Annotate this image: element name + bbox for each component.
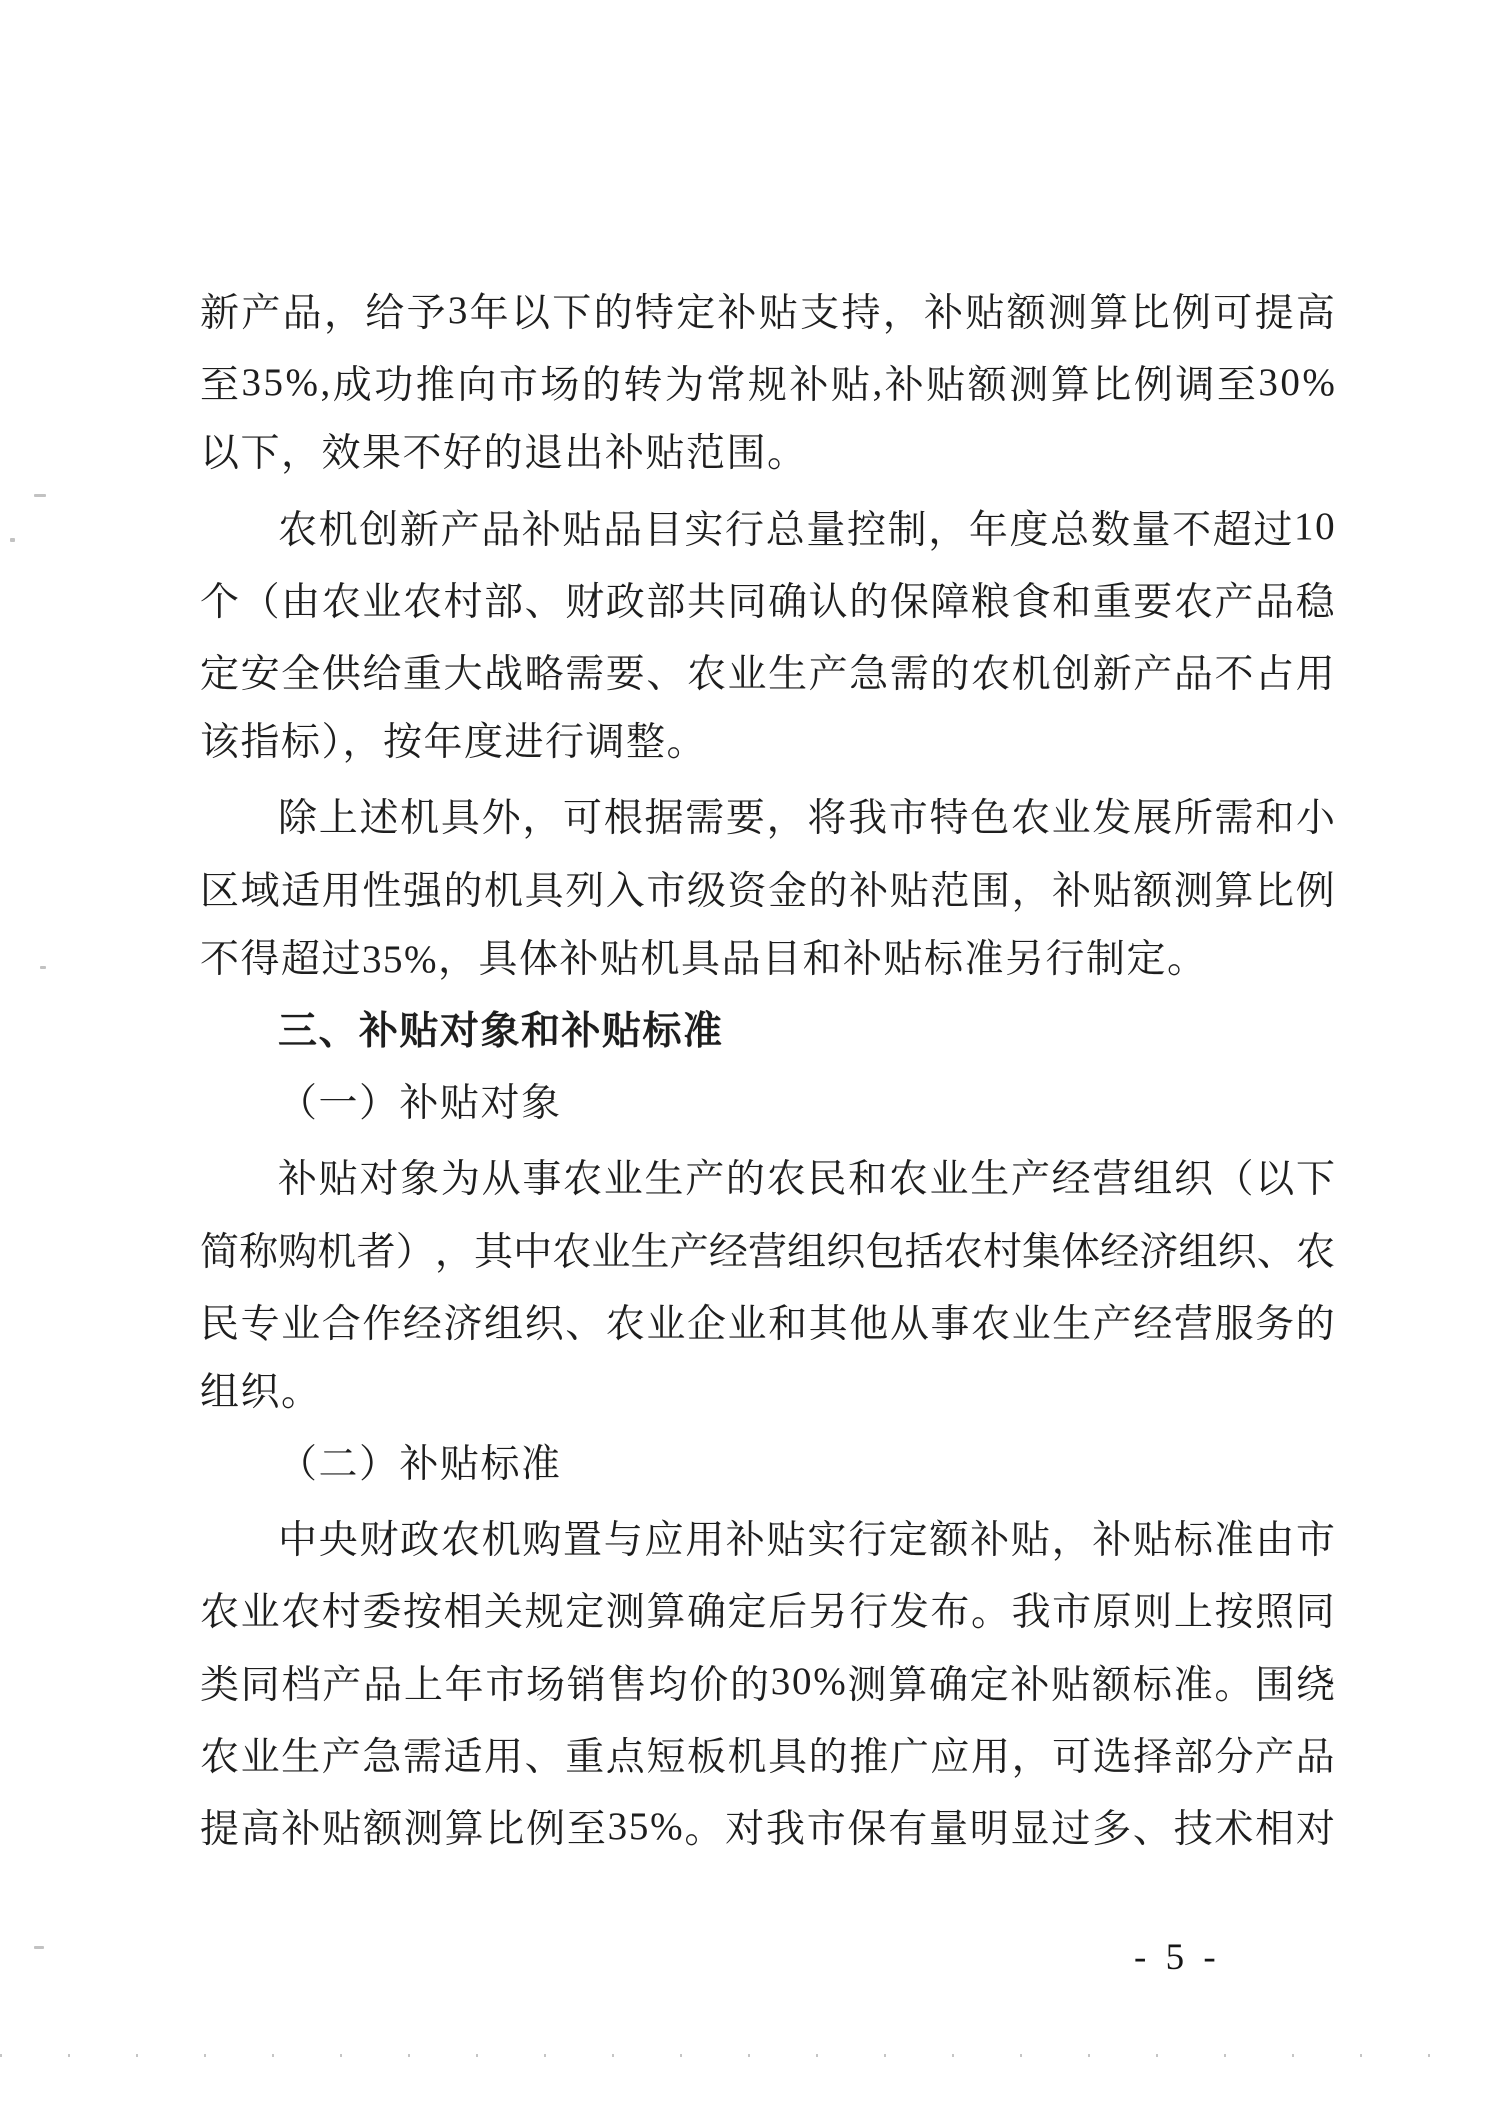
text-line: 农 业 生 产 急 需 适 用 、 重 点 短 板 机 具 的 推 广 应 用 ， 可 选 择 部 分 产 品 bbox=[200, 1735, 1335, 1779]
text-line: 中 央 财 政 农 机 购 置 与 应 用 补 贴 实 行 定 额 补 贴 ， 补 贴 标 准 由 市 bbox=[278, 1519, 1335, 1563]
scan-speck bbox=[10, 538, 15, 542]
text-line: （一）补贴对象 bbox=[278, 1082, 562, 1126]
text-line: 区 域 适 用 性 强 的 机 具 列 入 市 级 资 金 的 补 贴 范 围 ， 补 贴 额 测 算 比 例 bbox=[200, 869, 1335, 913]
text-line: （二）补贴标准 bbox=[278, 1443, 562, 1486]
document-body bbox=[200, 274, 1335, 1862]
scan-speck bbox=[34, 1946, 44, 1949]
text-line: 该指标），按年度进行调整。 bbox=[200, 721, 708, 765]
text-line: 新 产 品 ， 给 予 3 年 以 下 的 特 定 补 贴 支 持 ， 补 贴 额 测 算 比 例 可 提 高 bbox=[200, 288, 1335, 336]
text-line: 农 机 创 新 产 品 补 贴 品 目 实 行 总 量 控 制 ， 年 度 总 数 量 不 超 过 1 0 bbox=[278, 505, 1335, 552]
text-line: 提 高 补 贴 额 测 算 比 例 至 3 5 % 。 对 我 市 保 有 量 明 显 过 多 、 技 术 相 对 bbox=[200, 1804, 1335, 1852]
text-line: 至 3 5 % , 成 功 推 向 市 场 的 转 为 常 规 补 贴 , 补 贴 额 测 算 比 例 调 至 3 0 % bbox=[200, 360, 1335, 408]
text-line: 不得超过35%，具体补贴机具品目和补贴标准另行制定。 bbox=[200, 937, 1208, 981]
text-line: 个 （ 由 农 业 农 村 部 、 财 政 部 共 同 确 认 的 保 障 粮 食 和 重 要 农 产 品 稳 bbox=[200, 580, 1335, 624]
section-heading: 三、补贴对象和补贴标准 bbox=[278, 1009, 724, 1053]
scan-dotted-line bbox=[0, 2054, 1487, 2057]
text-line: 定 安 全 供 给 重 大 战 略 需 要 、 农 业 生 产 急 需 的 农 机 创 新 产 品 不 占 用 bbox=[200, 653, 1335, 697]
text-line: 类 同 档 产 品 上 年 市 场 销 售 均 价 的 3 0 % 测 算 确 定 补 贴 额 标 准 。 围 绕 bbox=[200, 1660, 1335, 1707]
scan-speck bbox=[40, 966, 46, 969]
text-line: 民 专 业 合 作 经 济 组 织 、 农 业 企 业 和 其 他 从 事 农 业 生 产 经 营 服 务 的 bbox=[200, 1302, 1335, 1346]
page-number: - 5 - bbox=[1134, 1937, 1221, 1978]
scan-speck bbox=[34, 494, 46, 497]
text-line: 农 业 农 村 委 按 相 关 规 定 测 算 确 定 后 另 行 发 布 。 我 市 原 则 上 按 照 同 bbox=[200, 1591, 1335, 1635]
text-line: 补 贴 对 象 为 从 事 农 业 生 产 的 农 民 和 农 业 生 产 经 营 组 织 （ 以 下 bbox=[278, 1158, 1335, 1202]
text-line: 以下，效果不好的退出补贴范围。 bbox=[200, 432, 808, 476]
text-line: 简 称 购 机 者 ） ， 其 中 农 业 生 产 经 营 组 织 包 括 农 村 集 体 经 济 组 织 、 农 bbox=[200, 1230, 1335, 1274]
text-line: 组织。 bbox=[200, 1370, 322, 1414]
text-line: 除 上 述 机 具 外 ， 可 根 据 需 要 ， 将 我 市 特 色 农 业 发 展 所 需 和 小 bbox=[278, 797, 1335, 841]
